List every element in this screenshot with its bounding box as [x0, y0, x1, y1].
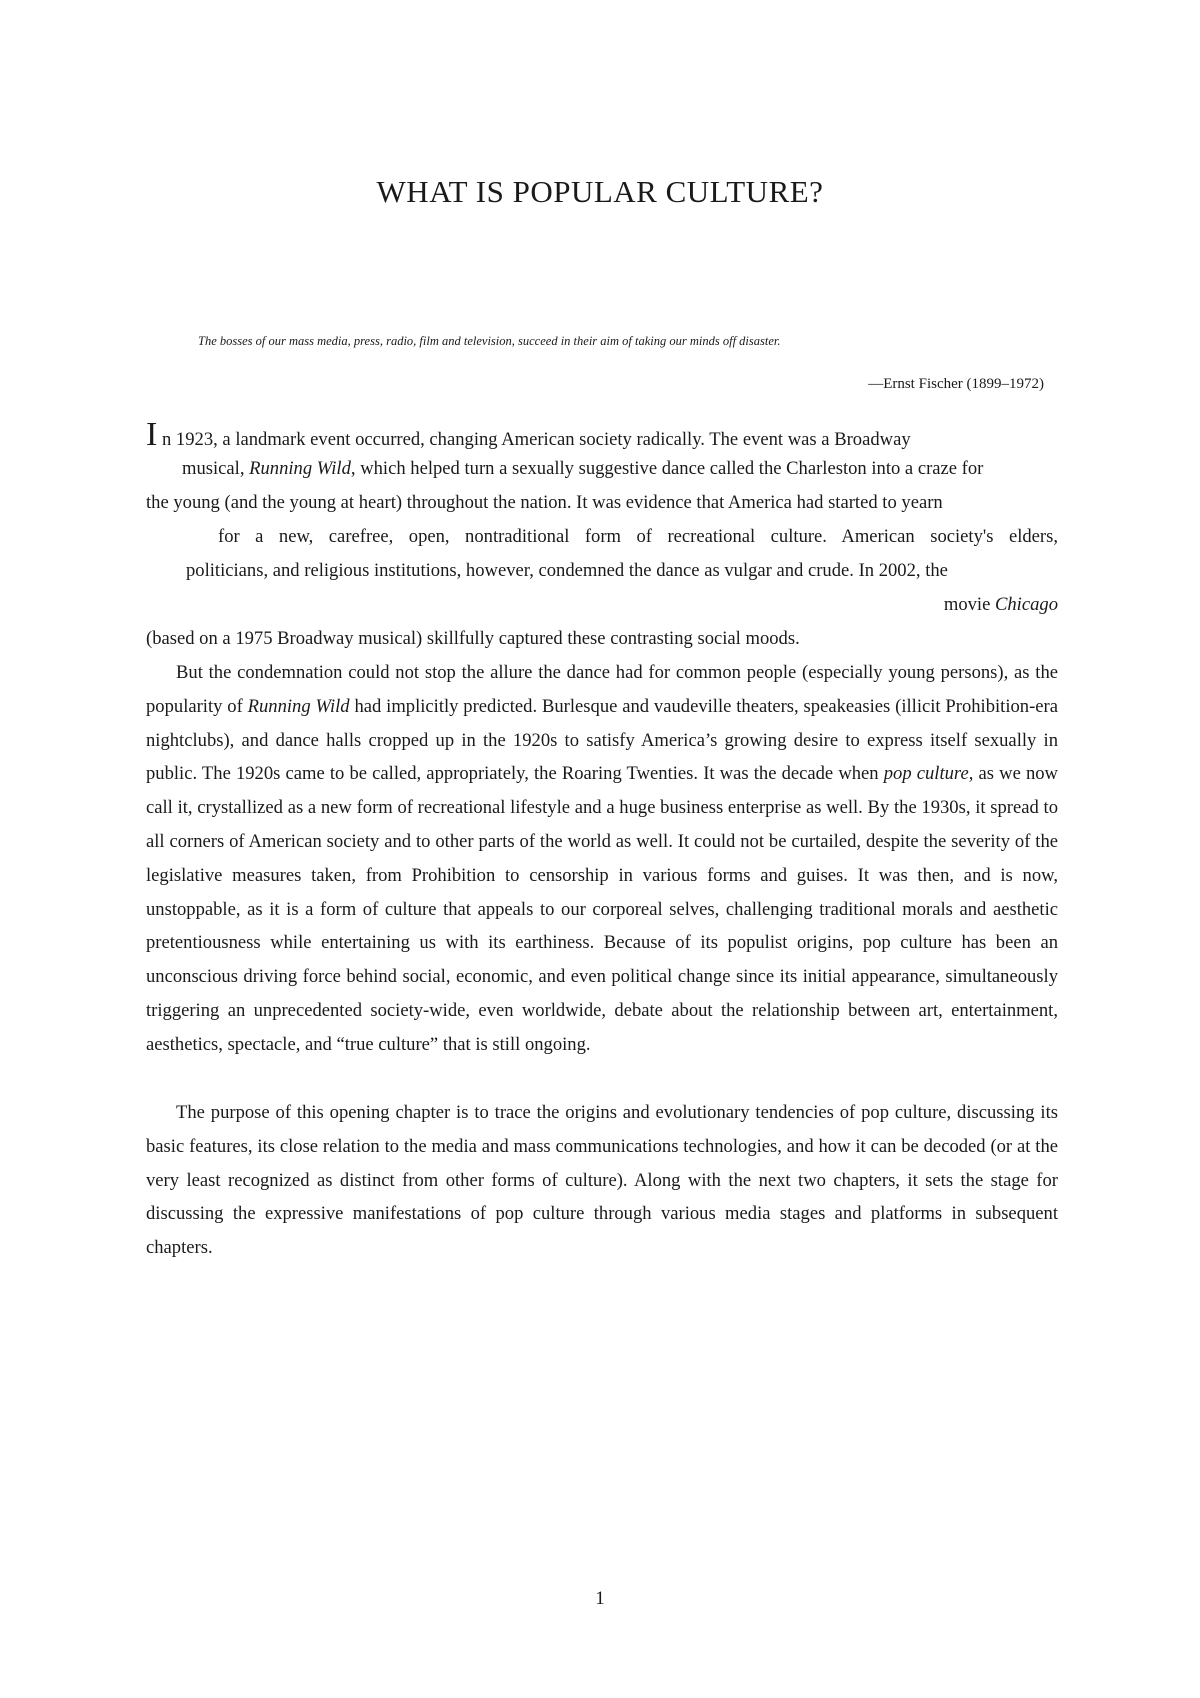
- drop-cap: I: [146, 416, 158, 453]
- text-span: musical,: [182, 458, 250, 479]
- paragraph-1-line-1: [146, 418, 911, 452]
- paragraph-1-line-4: for a new, carefree, open, nontraditional form of recreational culture. American society's elders,: [218, 526, 1058, 547]
- italic-title: Chicago: [994, 594, 1058, 615]
- paragraph-2: [146, 656, 1058, 1062]
- epigraph: The bosses of our mass media, press, radio, film and television, succeed in their aim of taking our minds off disaster.: [198, 334, 781, 348]
- text-span: , as we now call it, crystallized as a new form of recreational lifestyle and a huge business enterprise as well. By the 1930s, it spread to all corners of American society and to other parts of the world as well. It could not be curtailed, despite the severity of the legislative measures taken, from Prohibition to censorship in various forms and guises. It was then, and is now, unstoppable, as it is a form of culture that appeals to our corporeal selves, challenging traditional morals and aesthetic pretentiousness while entertaining us with its earthiness. Because of its populist origins, pop culture has been an unconscious driving force behind social, economic, and even political change since its initial appearance, simultaneously triggering an unprecedented society-wide, even worldwide, debate about the relationship between art, entertainment, aesthetics, spectacle, and “true culture” that is still ongoing.: [146, 763, 1058, 1055]
- text-span: had implicitly predicted. Burlesque and vaudeville theaters, speakeasies (illicit Prohibition-era nightclubs), and dance halls cropped up in the 1920s to satisfy America’s growing desire to express itself sexually in public. The 1920s came to be called, appropriately, the Roaring Twenties. It was the decade when: [146, 695, 1058, 785]
- paragraph-1-line-3: the young (and the young at heart) throughout the nation. It was evidence that America had started to yearn: [146, 492, 943, 513]
- text-span: n 1923, a landmark event occurred, changing American society radically. The event was a Broadway: [161, 429, 911, 450]
- epigraph-attribution: —Ernst Fischer (1899–1972): [868, 376, 1044, 392]
- page-number: 1: [595, 1588, 605, 1609]
- italic-title: Running Wild: [249, 458, 351, 479]
- text-span: , which helped turn a sexually suggestive dance called the Charleston into a craze for: [350, 458, 984, 479]
- text-span: movie: [943, 594, 995, 615]
- chapter-title: WHAT IS POPULAR CULTURE?: [376, 174, 824, 209]
- italic-term: pop culture: [883, 763, 969, 785]
- paragraph-3: The purpose of this opening chapter is to trace the origins and evolutionary tendencies of pop culture, discussing its basic features, its close relation to the media and mass communications technologies, and how it can be decoded (or at the very least recognized as distinct from other forms of culture). Along with the next two chapters, it sets the stage for discussing the expressive manifestations of pop culture through various media stages and platforms in subsequent chapters.: [146, 1102, 1058, 1259]
- paragraph-1-line-2: [182, 452, 983, 486]
- paragraph-1-line-5: politicians, and religious institutions, however, condemned the dance as vulgar and crude. In 2002, the: [186, 560, 948, 581]
- text-span: But the condemnation could not stop the allure the dance had for common people (especially young persons), as the popularity of: [146, 662, 1058, 717]
- italic-title: Running Wild: [247, 695, 350, 717]
- paragraph-1-line-6: [944, 588, 1058, 622]
- paragraph-1-line-7: (based on a 1975 Broadway musical) skillfully captured these contrasting social moods.: [146, 628, 800, 649]
